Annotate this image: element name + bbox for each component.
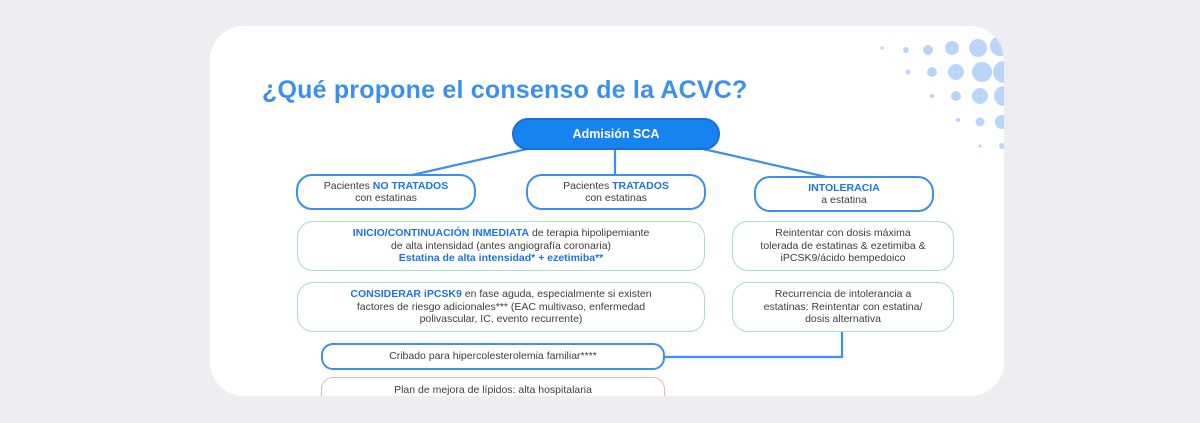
no-tratados-line2: con estatinas (355, 192, 417, 204)
plan-text: Plan de mejora de lípidos: alta hospitalaria (394, 384, 592, 396)
intolerancia-highlight: INTOLERACIA (808, 181, 880, 194)
recurrencia-line2: estatinas: Reintentar con estatina/ (763, 300, 923, 313)
intolerancia-line2: a estatina (821, 194, 867, 206)
inicio-line3: Estatina de alta intensidad* + ezetimiba** (398, 252, 604, 265)
connector-admit-to-intolerancia (690, 146, 840, 180)
tratados-prefix: Pacientes (563, 179, 613, 192)
tratados-line2: con estatinas (585, 192, 647, 204)
reintentar-line3: iPCSK9/ácido bempedoico (780, 252, 906, 265)
page-title: ¿Qué propone el consenso de la ACVC? (262, 76, 748, 104)
tratados-highlight: TRATADOS (612, 179, 669, 192)
reintentar-line2: tolerada de estatinas & ezetimiba & (760, 239, 926, 252)
recurrencia-box (732, 282, 954, 332)
recurrencia-line3: dosis alternativa (805, 313, 881, 326)
inicio-box (297, 221, 705, 271)
inicio-highlight: INICIO/CONTINUACIÓN INMEDIATA (352, 227, 530, 240)
admission-label: Admisión SCA (572, 126, 660, 141)
no-tratados-box (296, 174, 476, 210)
connector-recurrencia-to-cribado (664, 330, 842, 357)
no-tratados-prefix: Pacientes (323, 179, 373, 192)
tratados-box (526, 174, 706, 210)
plan-box (321, 377, 665, 396)
considerar-rest: en fase aguda, especialmente si existen (461, 288, 652, 301)
considerar-highlight: CONSIDERAR iPCSK9 (350, 288, 462, 301)
intolerancia-box (754, 176, 934, 212)
considerar-box (297, 282, 705, 332)
reintentar-box (732, 221, 954, 271)
recurrencia-line1: Recurrencia de intolerancia a (774, 288, 912, 301)
cribado-box (321, 343, 665, 370)
considerar-line2: factores de riesgo adicionales*** (EAC multivaso, enfermedad (356, 300, 646, 313)
admission-box (512, 118, 720, 150)
reintentar-line1: Reintentar con dosis máxima (775, 227, 911, 240)
cribado-text: Cribado para hipercolesterolemia familiar**** (389, 350, 597, 363)
inicio-rest: de terapia hipolipemiante (529, 227, 650, 240)
no-tratados-highlight: NO TRATADOS (372, 179, 449, 192)
inicio-line2: de alta intensidad (antes angiografía coronaria) (390, 239, 612, 252)
considerar-line3: polivascular, IC, evento recurrente) (419, 313, 583, 326)
flowchart-card (210, 26, 1004, 396)
